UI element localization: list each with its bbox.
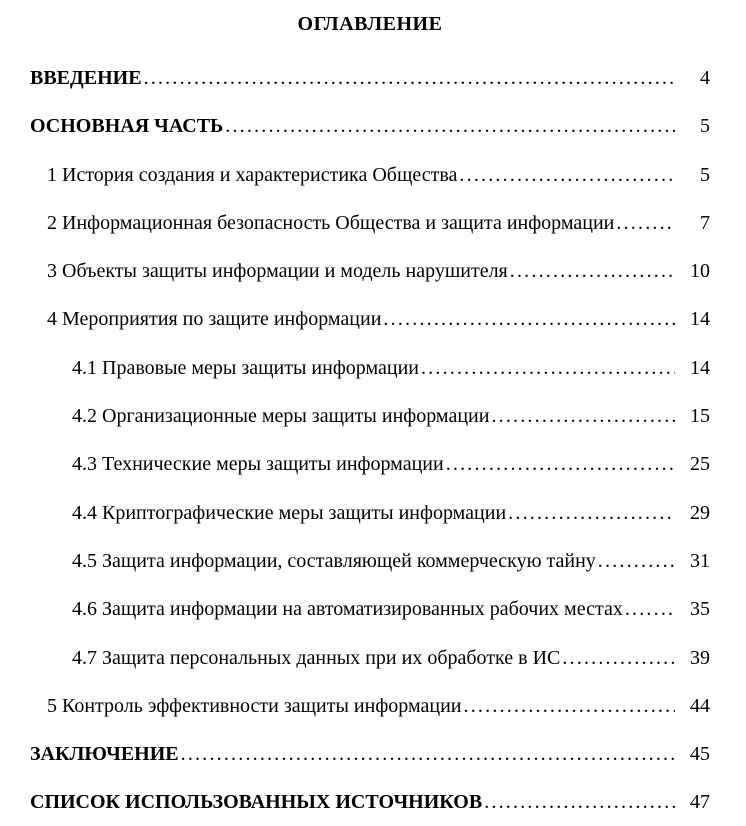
dot-leader [614,199,675,247]
toc-entry [30,730,710,778]
toc-entry [30,151,710,199]
toc-entry-page-number: 39 [690,646,710,669]
toc-entry-page-number: 5 [700,163,710,186]
toc-entry-label: 4.3 Технические меры защиты информации [72,453,444,476]
toc-entry [30,440,710,488]
table-of-contents [30,54,710,826]
toc-entry-page-number: 29 [690,501,710,524]
toc-entry-label: ЗАКЛЮЧЕНИЕ [30,743,179,766]
toc-entry [30,392,710,440]
dot-leader [482,778,675,826]
dot-leader [623,585,675,633]
dot-leader [142,54,675,102]
dot-leader [462,682,675,730]
toc-entry [30,199,710,247]
toc-entry [30,634,710,682]
toc-entry-page-number: 31 [690,549,710,572]
dot-leader [596,537,675,585]
toc-entry-label: 4.5 Защита информации, составляющей коммерческую тайну [72,549,596,572]
toc-entry [30,247,710,295]
dot-leader [508,247,675,295]
toc-entry-label: 4 Мероприятия по защите информации [47,308,382,331]
toc-entry [30,585,710,633]
toc-entry-page-number: 5 [700,115,710,138]
toc-entry-page-number: 47 [690,791,710,814]
dot-leader [457,151,675,199]
toc-entry-page-number: 14 [690,356,710,379]
toc-entry [30,102,710,150]
toc-entry-page-number: 15 [690,405,710,428]
toc-entry-label: 5 Контроль эффективности защиты информации [47,694,462,717]
toc-entry-label: 2 Информационная безопасность Общества и защита информации [47,211,615,234]
dot-leader [560,634,675,682]
dot-leader [223,102,675,150]
toc-entry-page-number: 45 [690,743,710,766]
dot-leader [506,489,675,537]
toc-entry-label: 1 История создания и характеристика Общества [47,163,458,186]
toc-entry-label: 4.2 Организационные меры защиты информации [72,405,490,428]
dot-leader [179,730,675,778]
toc-entry-label: СПИСОК ИСПОЛЬЗОВАННЫХ ИСТОЧНИКОВ [30,791,483,814]
toc-entry [30,344,710,392]
dot-leader [489,392,675,440]
toc-entry-page-number: 25 [690,453,710,476]
dot-leader [444,440,675,488]
toc-entry-label: ОСНОВНАЯ ЧАСТЬ [30,115,224,138]
toc-entry-page-number: 10 [690,260,710,283]
toc-entry [30,682,710,730]
toc-entry-label: 4.1 Правовые меры защиты информации [72,356,419,379]
toc-entry-label: 3 Объекты защиты информации и модель нарушителя [47,260,508,283]
toc-entry [30,295,710,343]
toc-entry-label: 4.7 Защита персональных данных при их обработке в ИС [72,646,561,669]
toc-entry-label: 4.6 Защита информации на автоматизированных рабочих местах [72,598,623,621]
toc-entry-page-number: 14 [690,308,710,331]
toc-entry-label: ВВЕДЕНИЕ [30,67,142,89]
toc-entry-page-number: 44 [690,694,710,717]
toc-entry [30,778,710,826]
toc-entry-page-number: 35 [690,598,710,621]
dot-leader [381,295,675,343]
toc-entry [30,489,710,537]
toc-entry [30,54,710,102]
page-title: ОГЛАВЛЕНИЕ [297,13,443,35]
toc-entry-page-number: 7 [700,211,710,234]
toc-entry [30,537,710,585]
toc-entry-page-number: 4 [700,67,710,89]
dot-leader [419,344,675,392]
toc-entry-label: 4.4 Криптографические меры защиты информации [72,501,507,524]
